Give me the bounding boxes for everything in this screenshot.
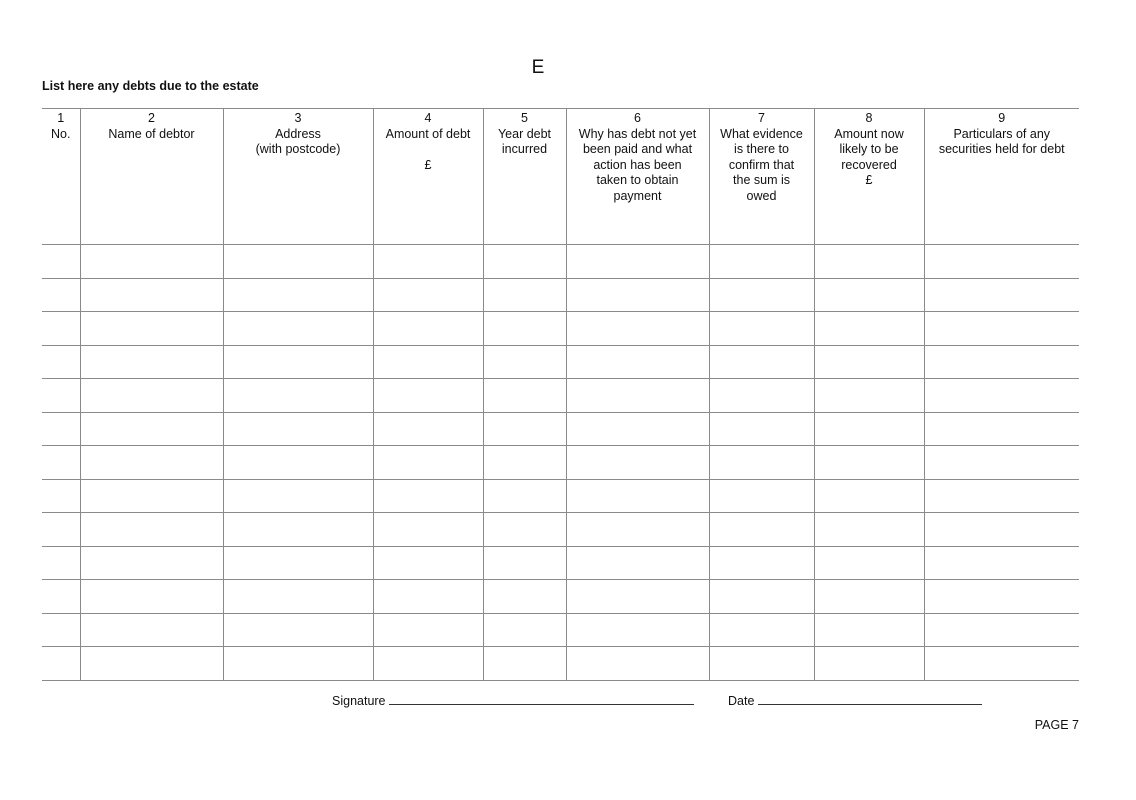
table-cell[interactable] <box>373 613 483 647</box>
table-row <box>42 412 1079 446</box>
table-cell[interactable] <box>80 613 223 647</box>
table-cell[interactable] <box>924 513 1079 547</box>
table-cell[interactable] <box>709 245 814 279</box>
table-cell[interactable] <box>42 345 80 379</box>
table-cell[interactable] <box>80 278 223 312</box>
column-label-line: £ <box>865 173 873 187</box>
table-cell[interactable] <box>80 546 223 580</box>
table-cell[interactable] <box>223 446 373 480</box>
table-cell[interactable] <box>709 379 814 413</box>
table-cell[interactable] <box>566 479 709 513</box>
table-cell[interactable] <box>814 379 924 413</box>
table-cell[interactable] <box>924 446 1079 480</box>
table-cell[interactable] <box>924 647 1079 681</box>
table-cell[interactable] <box>709 446 814 480</box>
table-cell[interactable] <box>709 580 814 614</box>
table-cell[interactable] <box>709 647 814 681</box>
table-cell[interactable] <box>373 446 483 480</box>
table-cell[interactable] <box>42 546 80 580</box>
column-header <box>483 109 566 245</box>
table-cell[interactable] <box>709 613 814 647</box>
table-cell[interactable] <box>223 245 373 279</box>
table-cell[interactable] <box>80 513 223 547</box>
table-cell[interactable] <box>814 513 924 547</box>
table-cell[interactable] <box>483 245 566 279</box>
table-cell[interactable] <box>566 513 709 547</box>
column-number: 2 <box>148 111 155 125</box>
column-number: 1 <box>57 111 65 125</box>
table-cell[interactable] <box>924 379 1079 413</box>
table-cell[interactable] <box>814 345 924 379</box>
table-cell[interactable] <box>373 379 483 413</box>
table-cell[interactable] <box>42 513 80 547</box>
column-label-line: owed <box>746 188 777 203</box>
table-cell[interactable] <box>814 245 924 279</box>
column-header <box>814 109 924 245</box>
table-cell[interactable] <box>80 345 223 379</box>
column-label-line: £ <box>424 157 432 172</box>
table-cell[interactable] <box>566 647 709 681</box>
table-cell[interactable] <box>42 278 80 312</box>
column-number: 4 <box>424 111 432 125</box>
table-cell[interactable] <box>814 446 924 480</box>
table-cell[interactable] <box>42 412 80 446</box>
table-row <box>42 580 1079 614</box>
table-cell[interactable] <box>42 312 80 346</box>
table-cell[interactable] <box>814 546 924 580</box>
column-label-line: been paid and what <box>582 142 693 156</box>
table-cell[interactable] <box>223 379 373 413</box>
table-cell[interactable] <box>566 345 709 379</box>
table-cell[interactable] <box>483 446 566 480</box>
table-cell[interactable] <box>814 647 924 681</box>
table-cell[interactable] <box>483 312 566 346</box>
table-cell[interactable] <box>373 245 483 279</box>
table-cell[interactable] <box>924 412 1079 446</box>
column-label-line: the sum is <box>733 173 790 187</box>
table-row <box>42 446 1079 480</box>
table-cell[interactable] <box>42 479 80 513</box>
column-label-line: recovered <box>841 157 897 172</box>
table-cell[interactable] <box>373 479 483 513</box>
column-header <box>709 109 814 245</box>
column-label-line: likely to be <box>839 142 899 156</box>
table-cell[interactable] <box>223 546 373 580</box>
table-cell[interactable] <box>42 379 80 413</box>
table-cell[interactable] <box>80 412 223 446</box>
column-label-line: Amount of debt <box>385 126 471 141</box>
column-label-line: Name of debtor <box>108 126 195 141</box>
column-label-line: Address <box>275 126 321 141</box>
table-cell[interactable] <box>373 345 483 379</box>
column-number: 3 <box>294 111 302 125</box>
table-cell[interactable] <box>814 613 924 647</box>
table-cell[interactable] <box>373 513 483 547</box>
column-label-line: Amount now <box>834 126 904 141</box>
table-cell[interactable] <box>223 513 373 547</box>
table-cell[interactable] <box>709 479 814 513</box>
table-cell[interactable] <box>223 479 373 513</box>
section-heading: List here any debts due to the estate <box>42 79 259 93</box>
table-cell[interactable] <box>814 412 924 446</box>
table-cell[interactable] <box>924 312 1079 346</box>
table-cell[interactable] <box>483 479 566 513</box>
column-header <box>80 109 223 245</box>
table-cell[interactable] <box>924 245 1079 279</box>
column-label-line: No. <box>51 126 71 141</box>
table-cell[interactable] <box>483 580 566 614</box>
table-row <box>42 278 1079 312</box>
table-cell[interactable] <box>373 312 483 346</box>
table-row <box>42 613 1079 647</box>
table-row <box>42 546 1079 580</box>
section-letter: E <box>531 57 545 78</box>
table-cell[interactable] <box>223 580 373 614</box>
column-label-line: payment <box>613 188 662 203</box>
table-cell[interactable] <box>373 412 483 446</box>
table-cell[interactable] <box>80 479 223 513</box>
table-cell[interactable] <box>42 613 80 647</box>
table-cell[interactable] <box>80 580 223 614</box>
table-cell[interactable] <box>42 580 80 614</box>
table-cell[interactable] <box>709 513 814 547</box>
table-cell[interactable] <box>483 379 566 413</box>
table-body <box>42 245 1079 681</box>
table-row <box>42 345 1079 379</box>
table-cell[interactable] <box>814 312 924 346</box>
table-cell[interactable] <box>924 479 1079 513</box>
table-cell[interactable] <box>566 613 709 647</box>
table-cell[interactable] <box>709 312 814 346</box>
table-cell[interactable] <box>80 379 223 413</box>
table-cell[interactable] <box>42 647 80 681</box>
date-blank[interactable] <box>758 693 982 705</box>
column-header <box>924 109 1079 245</box>
table-cell[interactable] <box>223 613 373 647</box>
table-cell[interactable] <box>483 613 566 647</box>
table-cell[interactable] <box>373 278 483 312</box>
table-row <box>42 513 1079 547</box>
table-header-row <box>42 109 1079 245</box>
table-cell[interactable] <box>566 278 709 312</box>
table-cell[interactable] <box>814 278 924 312</box>
table-cell[interactable] <box>373 647 483 681</box>
column-number: 6 <box>634 111 641 125</box>
table-row <box>42 312 1079 346</box>
table-cell[interactable] <box>709 412 814 446</box>
column-number: 8 <box>865 111 873 125</box>
table-cell[interactable] <box>566 446 709 480</box>
table-cell[interactable] <box>566 312 709 346</box>
column-header <box>42 109 80 245</box>
table-cell[interactable] <box>566 379 709 413</box>
table-cell[interactable] <box>924 546 1079 580</box>
table-row <box>42 647 1079 681</box>
table-cell[interactable] <box>42 446 80 480</box>
column-label-line: (with postcode) <box>255 142 341 156</box>
table-cell[interactable] <box>483 513 566 547</box>
table-cell[interactable] <box>42 245 80 279</box>
column-label-line: Year debt <box>497 126 552 141</box>
table-cell[interactable] <box>709 345 814 379</box>
table-cell[interactable] <box>566 412 709 446</box>
table-cell[interactable] <box>709 546 814 580</box>
column-label-line: securities held for debt <box>938 142 1065 156</box>
signature-field[interactable] <box>332 693 694 708</box>
column-label-line: is there to <box>734 142 789 156</box>
table-cell[interactable] <box>924 345 1079 379</box>
column-label-line: taken to obtain <box>596 173 679 187</box>
table-cell[interactable] <box>373 580 483 614</box>
column-header <box>373 109 483 245</box>
column-header <box>223 109 373 245</box>
debts-table <box>42 108 1079 681</box>
table-cell[interactable] <box>483 412 566 446</box>
table-row <box>42 245 1079 279</box>
column-label-line: What evidence <box>720 126 803 141</box>
column-label-line: Why has debt not yet <box>578 126 697 141</box>
table-cell[interactable] <box>814 580 924 614</box>
table-cell[interactable] <box>223 647 373 681</box>
table-cell[interactable] <box>223 345 373 379</box>
table-cell[interactable] <box>924 613 1079 647</box>
table-cell[interactable] <box>80 245 223 279</box>
table-row <box>42 479 1079 513</box>
column-label-line: incurred <box>501 142 548 156</box>
page-number: PAGE 7 <box>1034 718 1079 732</box>
table-row <box>42 379 1079 413</box>
column-label-line: confirm that <box>728 157 795 172</box>
table-cell[interactable] <box>80 312 223 346</box>
column-number: 9 <box>998 111 1006 125</box>
table-cell[interactable] <box>483 345 566 379</box>
table-cell[interactable] <box>814 479 924 513</box>
table-cell[interactable] <box>924 278 1079 312</box>
table-cell[interactable] <box>709 278 814 312</box>
date-field[interactable] <box>728 693 982 708</box>
table-cell[interactable] <box>223 312 373 346</box>
date-label: Date <box>728 694 755 708</box>
table-cell[interactable] <box>373 546 483 580</box>
table-cell[interactable] <box>566 546 709 580</box>
table-cell[interactable] <box>566 245 709 279</box>
table-cell[interactable] <box>80 647 223 681</box>
signature-blank[interactable] <box>389 693 694 705</box>
column-label-line: Particulars of any <box>953 126 1051 141</box>
table-cell[interactable] <box>924 580 1079 614</box>
table-cell[interactable] <box>566 580 709 614</box>
column-header <box>566 109 709 245</box>
column-number: 5 <box>521 111 528 125</box>
table-cell[interactable] <box>483 278 566 312</box>
table-cell[interactable] <box>483 546 566 580</box>
column-label-line: action has been <box>593 157 682 172</box>
column-label-line <box>374 142 483 158</box>
signature-label: Signature <box>332 694 386 708</box>
table-cell[interactable] <box>483 647 566 681</box>
table-cell[interactable] <box>80 446 223 480</box>
table-cell[interactable] <box>223 412 373 446</box>
table-cell[interactable] <box>223 278 373 312</box>
column-number: 7 <box>758 111 765 125</box>
